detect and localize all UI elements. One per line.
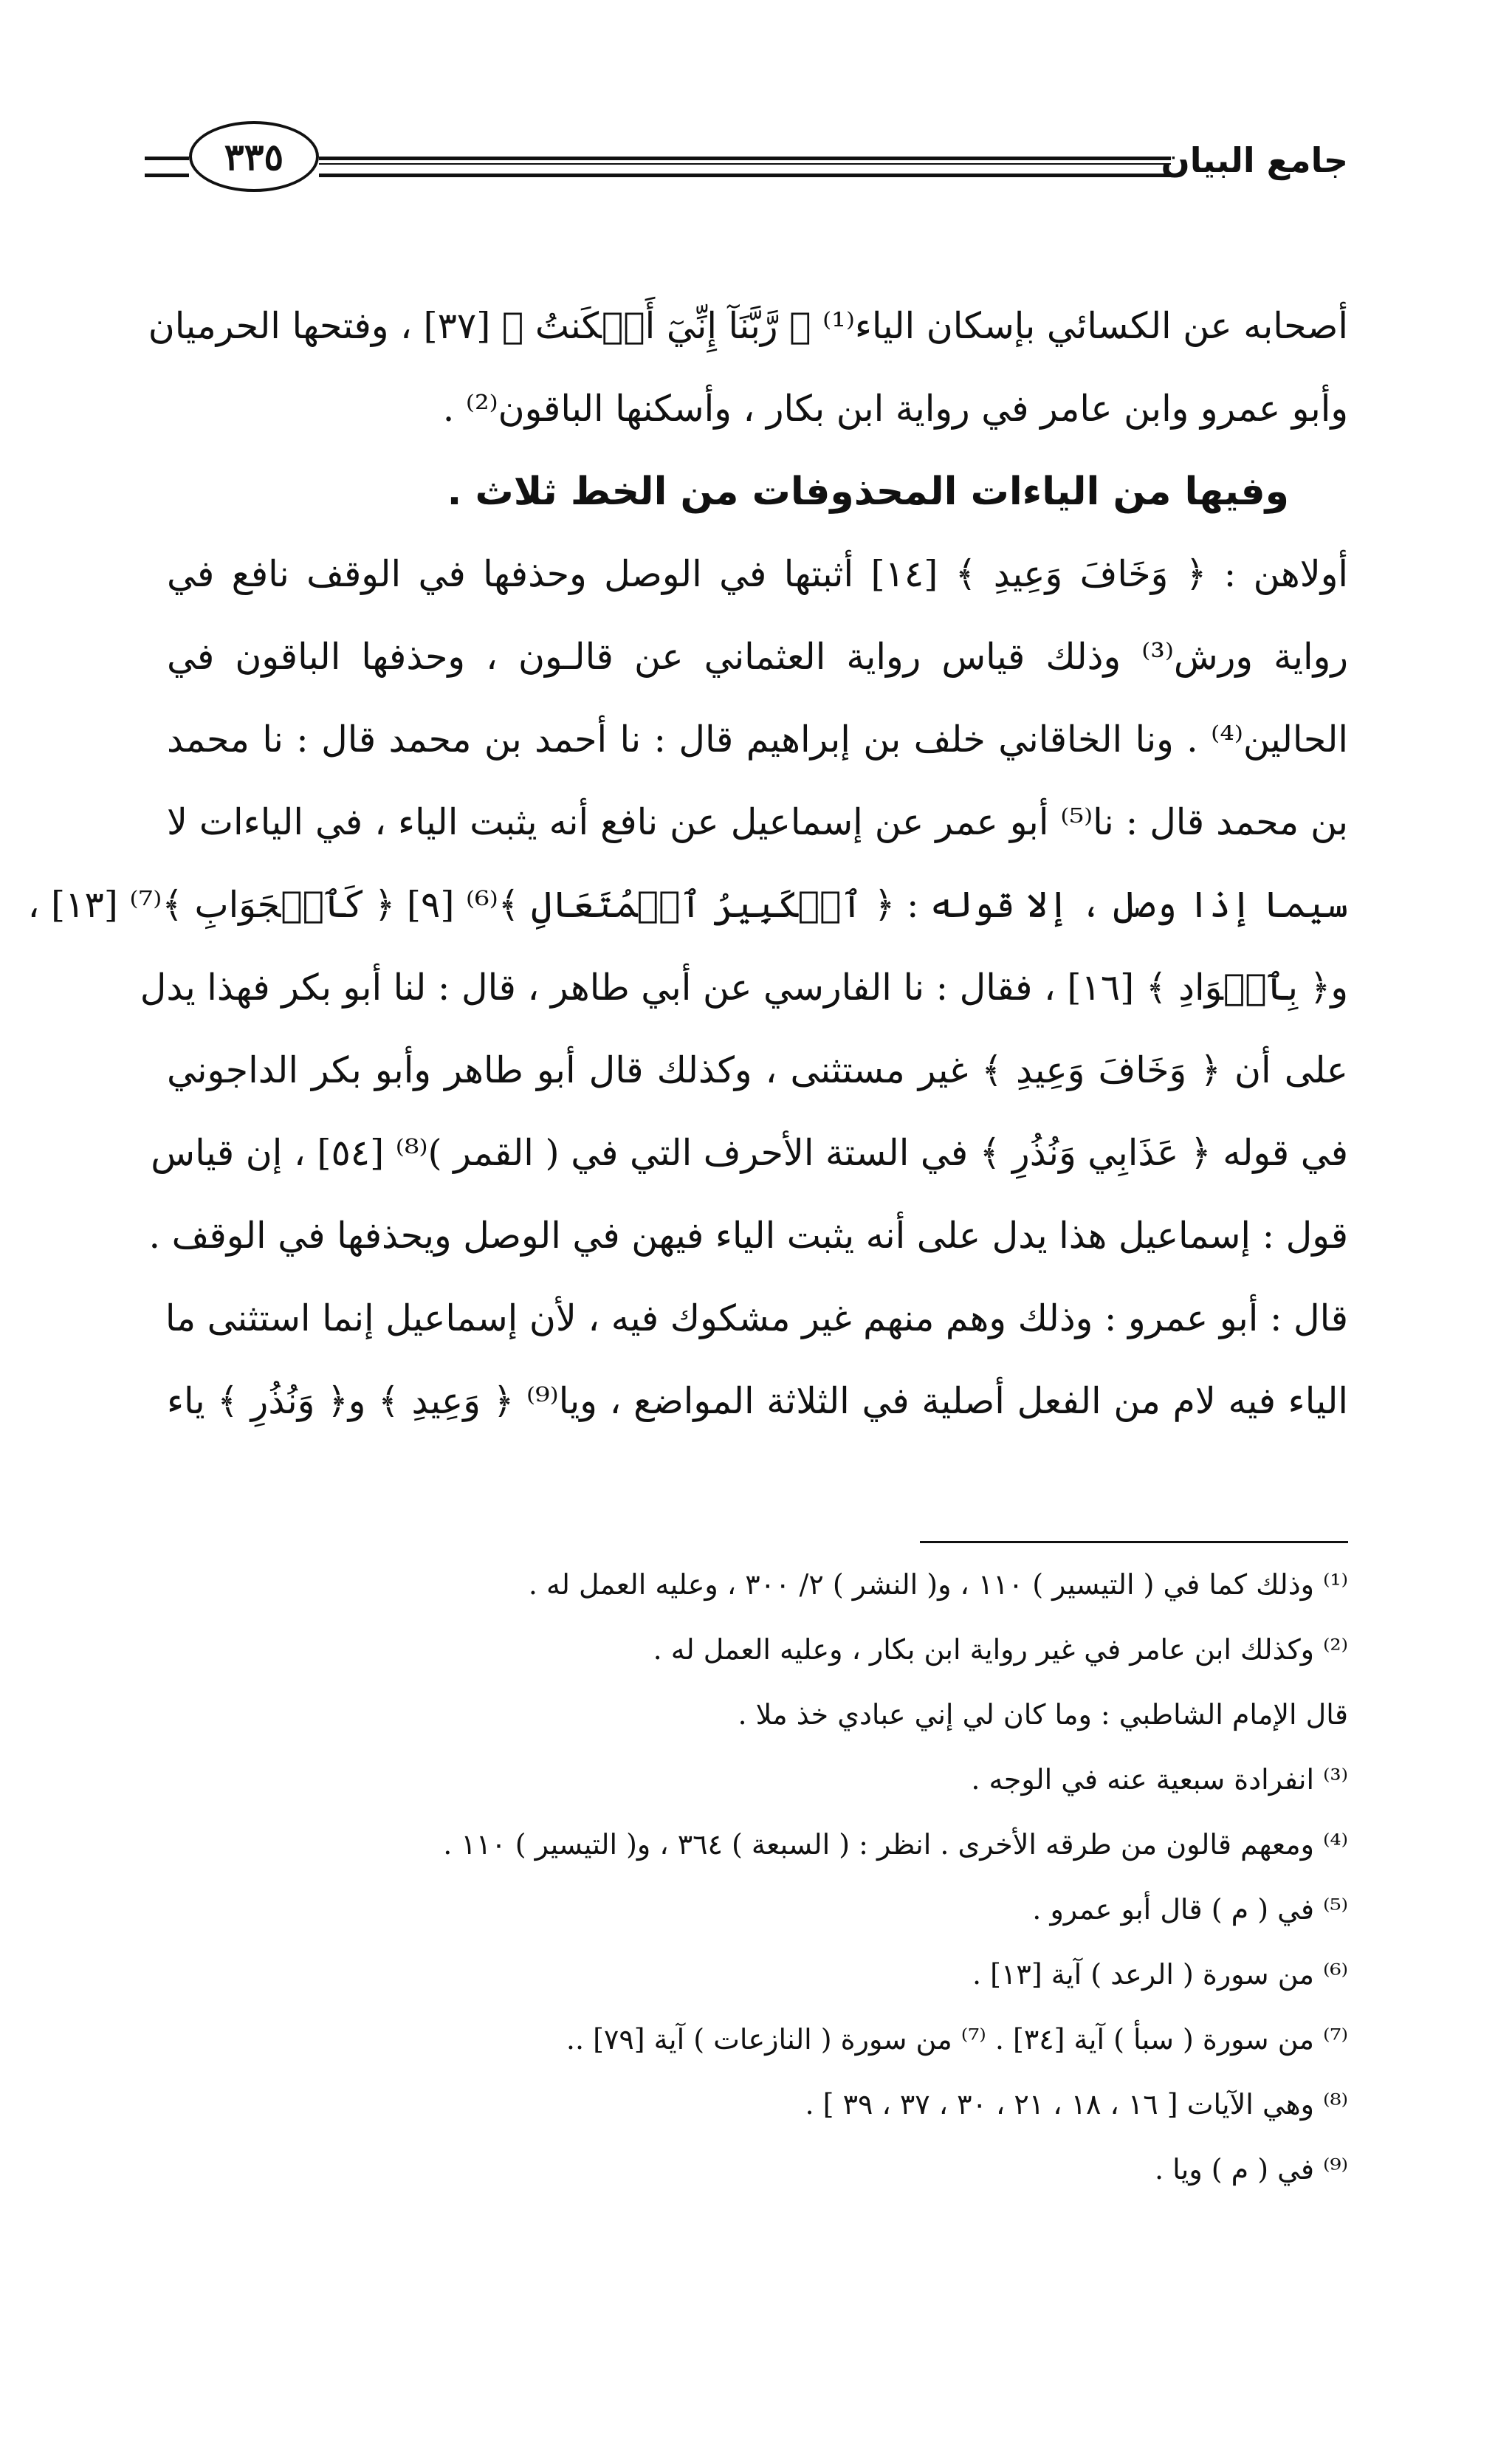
footnote: ⁽⁹⁾ في ( م ) ويا .: [1155, 2153, 1348, 2186]
text-line: وأبو عمرو وابن عامر في رواية ابن بكار ، وأسكنها الباقون⁽²⁾ .: [442, 388, 1348, 430]
header-rule: [319, 157, 1171, 177]
footnote-separator: [920, 1541, 1348, 1543]
text-line: رواية ورش⁽³⁾ وذلك قياس رواية العثماني عن قالـون ، وحذفها الباقون في: [167, 636, 1348, 678]
footnotes: [167, 1552, 1348, 2202]
footnote: ⁽¹⁾ وذلك كما في ( التيسير ) ١١٠ ، و( النشر ) ٢/ ٣٠٠ ، وعليه العمل له .: [528, 1568, 1348, 1601]
running-title: جامع البيان: [1161, 140, 1348, 180]
text-line: بن محمد قال : نا⁽⁵⁾ أبو عمر عن إسماعيل عن نافع أنه يثبت الياء ، في الياءات لا: [167, 801, 1349, 843]
text-line: قول : إسماعيل هذا يدل على أنه يثبت الياء فيهن في الوصل ويحذفها في الوقف .: [148, 1215, 1348, 1257]
footnote: ⁽⁷⁾ من سورة ( سبأ ) آية [٣٤] . ⁽⁷⁾ من سورة ( النازعات ) آية [٧٩] ..: [566, 2023, 1348, 2056]
text-line: و﴿ بِٱلۡوَادِ ﴾ [١٦] ، فقال : نا الفارسي عن أبي طاهر ، قال : لنا أبو بكر فهذا يدل: [140, 967, 1348, 1009]
text-line: الحالين⁽⁴⁾ . ونا الخاقاني خلف بن إبراهيم قال : نا أحمد بن محمد قال : نا محمد: [167, 718, 1348, 761]
page-number: ٣٣٥: [189, 121, 319, 192]
footnote: ⁽⁶⁾ من سورة ( الرعد ) آية [١٣] .: [972, 1958, 1348, 1991]
footnote: ⁽⁴⁾ ومعهم قالون من طرقه الأخرى . انظر : ( السبعة ) ٣٦٤ ، و( التيسير ) ١١٠ .: [443, 1828, 1348, 1861]
main-text: [27, 285, 1349, 1443]
text-line: الياء فيه لام من الفعل أصلية في الثلاثة المواضع ، ويا⁽⁹⁾ ﴿ وَعِيدِ ﴾ و﴿ وَنُذُرِ ﴾ ياء: [167, 1380, 1348, 1422]
header-rule-left: [145, 157, 189, 177]
text-line: أصحابه عن الكسائي بإسكان الياء⁽¹⁾ ﴿ رَّبَّنَآ إِنِّيٓ أَسۡكَنتُ ﴾ [٣٧] ، وفتحها الحرميان: [148, 305, 1348, 347]
footnote: ⁽³⁾ انفرادة سبعية عنه في الوجه .: [971, 1763, 1348, 1796]
footnote: ⁽⁸⁾ وهي الآيات [ ١٦ ، ١٨ ، ٢١ ، ٣٠ ، ٣٧ ، ٣٩ ] .: [805, 2088, 1348, 2121]
text-line: أولاهن : ﴿ وَخَافَ وَعِيدِ ﴾ [١٤] أثبتها في الوصل وحذفها في الوقف نافع في: [167, 553, 1348, 595]
footnote: ⁽⁵⁾ في ( م ) قال أبو عمرو .: [1032, 1893, 1348, 1926]
footnote: قال الإمام الشاطبي : وما كان لي إني عبادي خذ ملا .: [738, 1698, 1348, 1731]
footnote: ⁽²⁾ وكذلك ابن عامر في غير رواية ابن بكار ، وعليه العمل له .: [653, 1633, 1348, 1666]
text-line: سيما إذا وصل ، إلا قوله : ﴿ ٱلۡكَبِيرُ ٱلۡمُتَعَالِ ﴾⁽⁶⁾ [٩] ﴿ كَٱلۡجَوَابِ ﴾⁽⁷⁾ [١٣] ،: [27, 884, 1348, 926]
page-header: [145, 111, 1348, 222]
text-line: في قوله ﴿ عَذَابِي وَنُذُرِ ﴾ في الستة الأحرف التي في ( القمر )⁽⁸⁾ [٥٤] ، إن قياس: [151, 1132, 1348, 1174]
section-heading: وفيها من الياءات المحذوفات من الخط ثلاث .: [447, 470, 1289, 514]
text-line: على أن ﴿ وَخَافَ وَعِيدِ ﴾ غير مستثنى ، وكذلك قال أبو طاهر وأبو بكر الداجوني: [167, 1049, 1348, 1091]
text-line: قال : أبو عمرو : وذلك وهم منهم غير مشكوك فيه ، لأن إسماعيل إنما استثنى ما: [165, 1297, 1348, 1339]
